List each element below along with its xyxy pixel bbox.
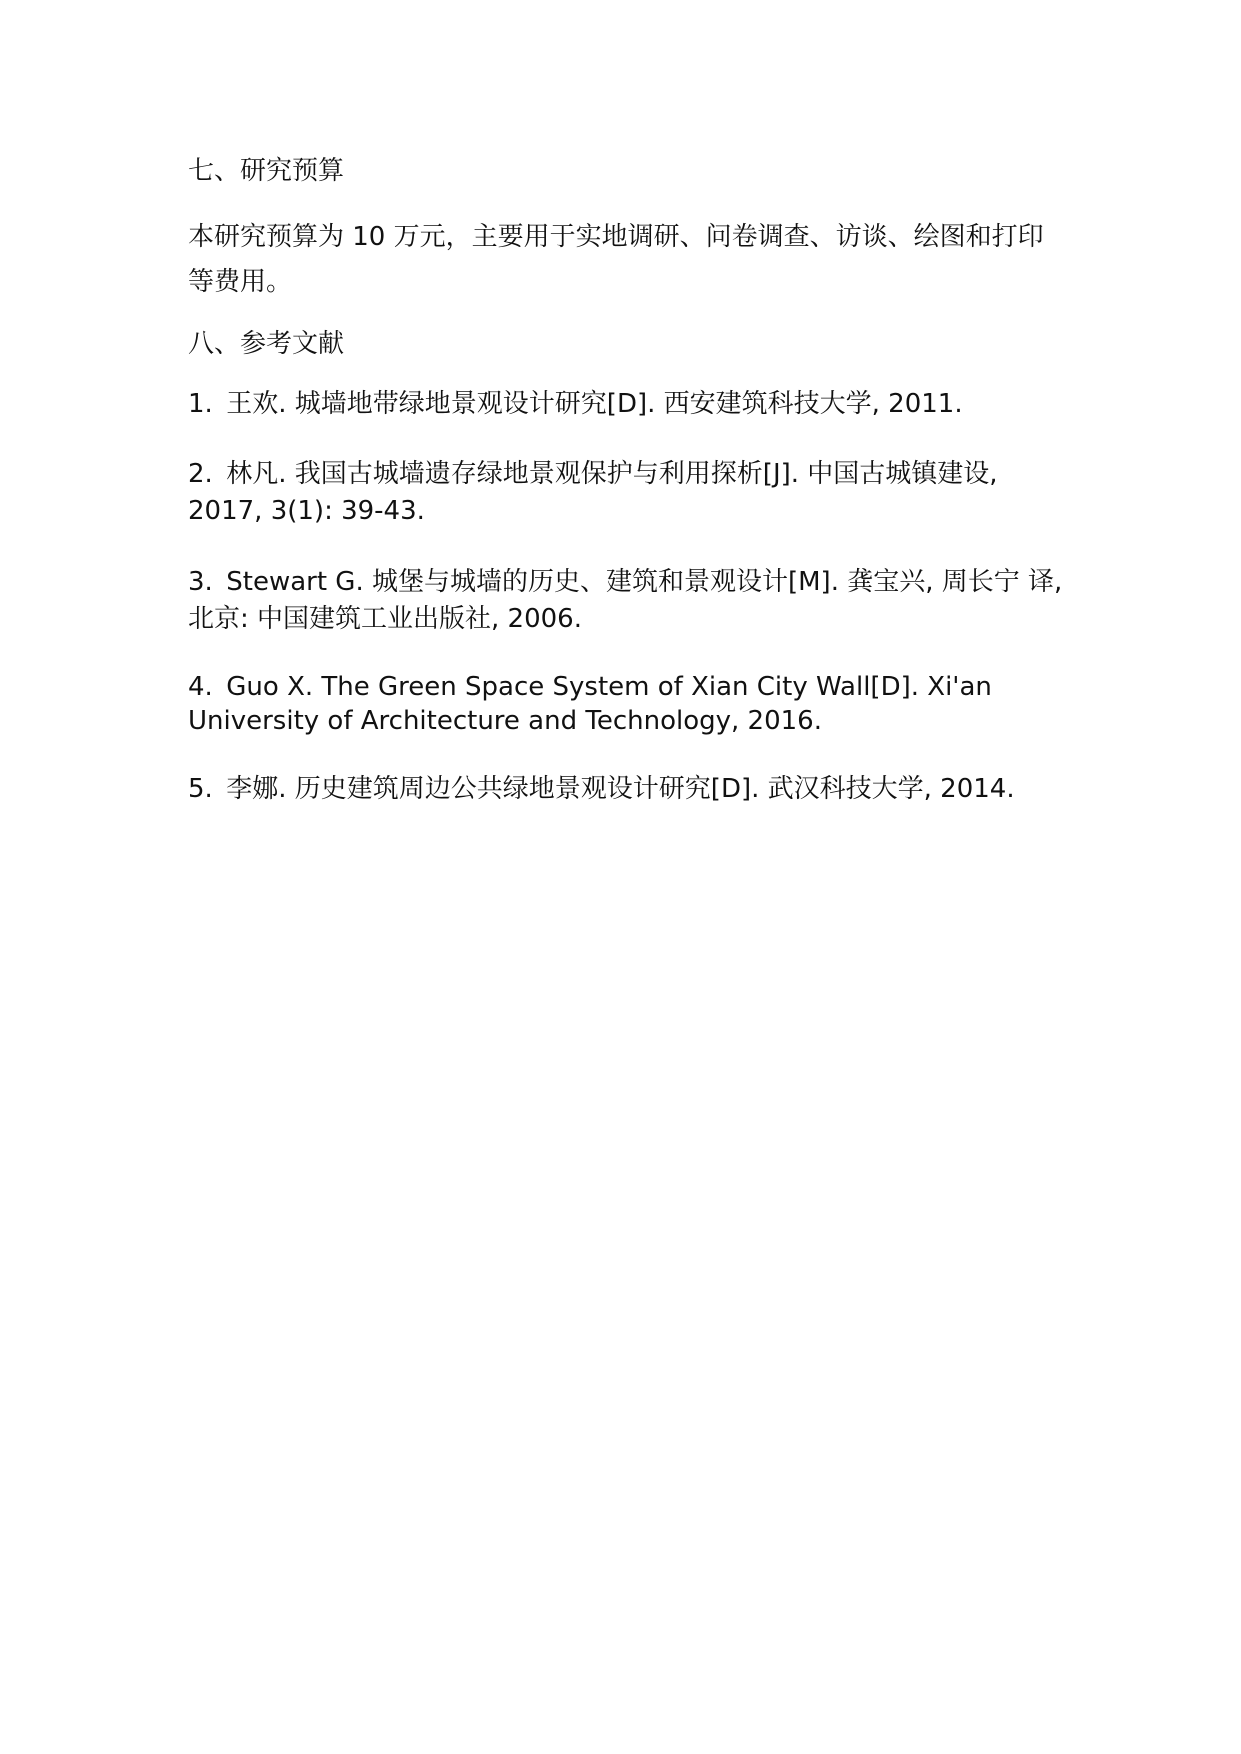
reference-number: 5. <box>188 774 213 805</box>
reference-item-1 <box>188 388 1068 422</box>
reference-text: Guo X. The Green Space System of Xian City Wall[D]. Xi'an University of Architecture and Technology, 2016. <box>188 672 992 737</box>
reference-list <box>188 388 1068 807</box>
reference-number: 4. <box>188 672 213 703</box>
page-content <box>188 155 1068 807</box>
reference-item-4 <box>188 671 1068 739</box>
reference-item-3 <box>188 564 1068 638</box>
reference-item-5 <box>188 773 1068 807</box>
section-heading-references: 八、参考文献 <box>188 329 345 360</box>
reference-number: 2. <box>188 458 213 489</box>
section-heading-budget: 七、研究预算 <box>188 156 345 186</box>
reference-text: Stewart G. 城堡与城墙的历史、建筑和景观设计[M]. 龚宝兴, 周长宁 译, 北京: 中国建筑工业出版社, 2006. <box>188 566 1063 634</box>
reference-text: 王欢. 城墙地带绿地景观设计研究[D]. 西安建筑科技大学, 2011. <box>226 389 963 420</box>
reference-text: 林凡. 我国古城墙遗存绿地景观保护与利用探析[J]. 中国古城镇建设, 2017, 3(1): 39-43. <box>188 458 998 526</box>
reference-number: 3. <box>188 566 213 597</box>
reference-number: 1. <box>188 389 213 420</box>
reference-text: 李娜. 历史建筑周边公共绿地景观设计研究[D]. 武汉科技大学, 2014. <box>226 774 1015 805</box>
budget-paragraph: 本研究预算为 10 万元，主要用于实地调研、问卷调查、访谈、绘图和打印等费用。 <box>188 221 1044 297</box>
reference-item-2 <box>188 456 1068 530</box>
